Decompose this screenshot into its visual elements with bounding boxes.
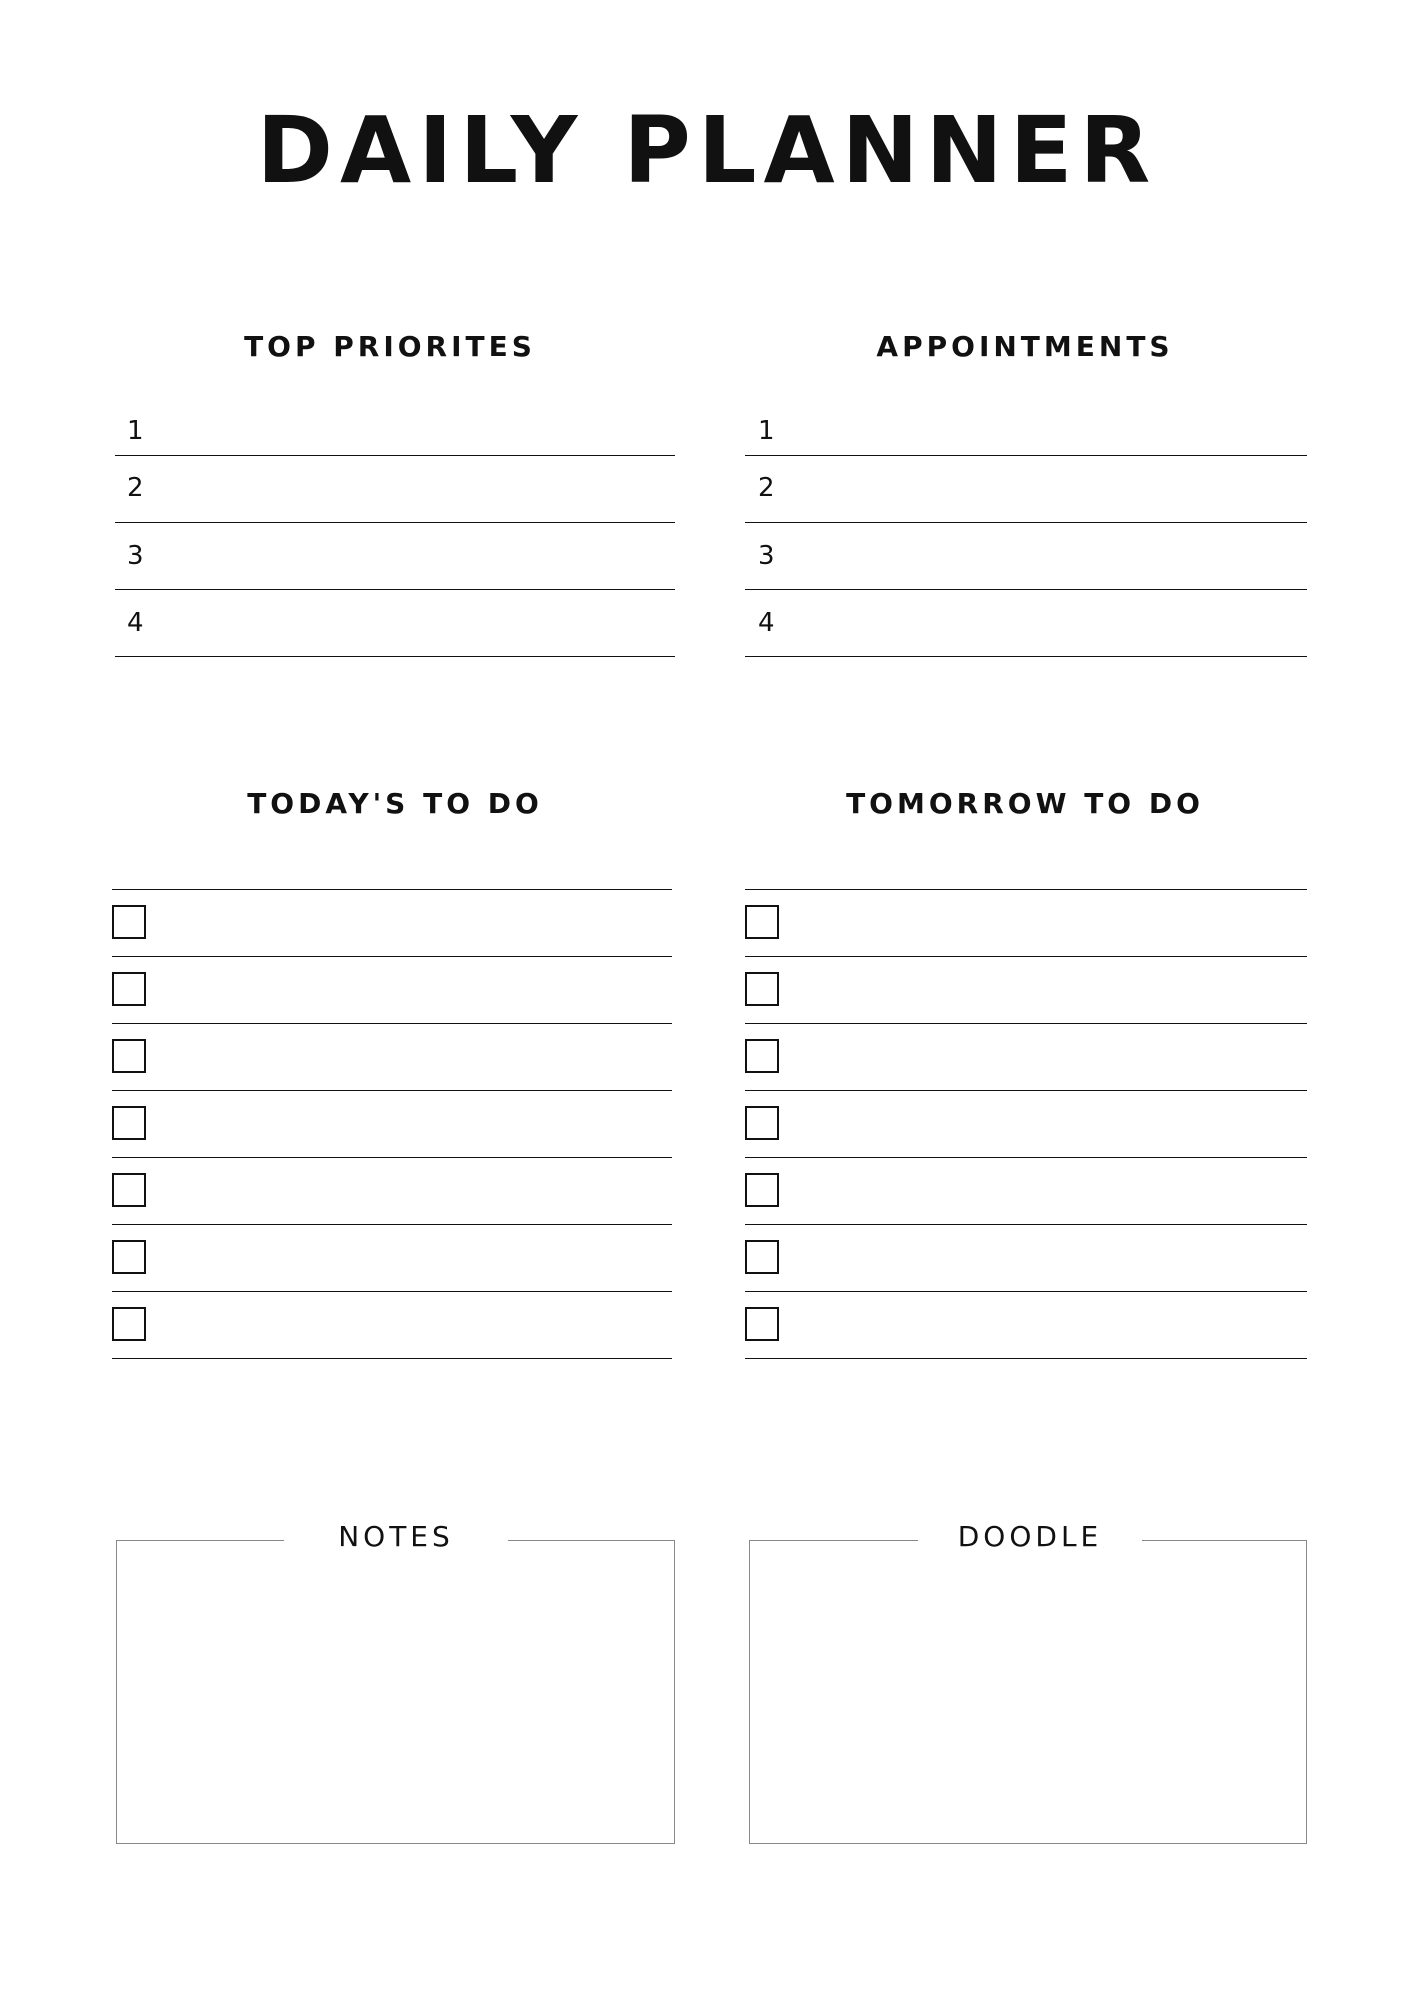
tomorrow-todo-line[interactable] [745,1023,1307,1024]
priority-number: 3 [127,541,144,571]
tomorrow-todo-checkbox[interactable] [745,972,779,1006]
top-priorities-heading: TOP PRIORITES [244,330,536,363]
today-todo-line[interactable] [112,1358,672,1359]
today-todo-line[interactable] [112,1224,672,1225]
priority-line-3[interactable] [115,589,675,590]
tomorrow-todo-checkbox[interactable] [745,1106,779,1140]
tomorrow-todo-checkbox[interactable] [745,1039,779,1073]
priority-line-2[interactable] [115,522,675,523]
tomorrow-todo-line[interactable] [745,1358,1307,1359]
tomorrow-todo-checkbox[interactable] [745,1307,779,1341]
appointment-line-1[interactable] [745,455,1307,456]
today-todo-line[interactable] [112,1090,672,1091]
tomorrow-todo-line[interactable] [745,1291,1307,1292]
tomorrow-todo-line[interactable] [745,956,1307,957]
tomorrow-todo-checkbox[interactable] [745,905,779,939]
notes-heading: NOTES [284,1523,508,1551]
doodle-heading: DOODLE [918,1523,1142,1551]
today-todo-line[interactable] [112,1157,672,1158]
tomorrow-todo-line[interactable] [745,1157,1307,1158]
today-todo-checkbox[interactable] [112,905,146,939]
priority-number: 1 [127,416,144,446]
tomorrow-todo-top-line [745,889,1307,890]
priority-line-1[interactable] [115,455,675,456]
today-todo-checkbox[interactable] [112,1106,146,1140]
page-title: DAILY PLANNER [256,97,1158,204]
appointment-number: 1 [758,416,775,446]
appointment-line-3[interactable] [745,589,1307,590]
tomorrow-todo-checkbox[interactable] [745,1173,779,1207]
today-todo-line[interactable] [112,1023,672,1024]
today-todo-checkbox[interactable] [112,1307,146,1341]
tomorrow-todo-line[interactable] [745,1224,1307,1225]
today-todo-heading: TODAY'S TO DO [247,787,543,820]
appointment-line-4[interactable] [745,656,1307,657]
appointment-number: 2 [758,473,775,503]
tomorrow-todo-line[interactable] [745,1090,1307,1091]
tomorrow-todo-checkbox[interactable] [745,1240,779,1274]
today-todo-checkbox[interactable] [112,1240,146,1274]
today-todo-checkbox[interactable] [112,1173,146,1207]
today-todo-checkbox[interactable] [112,972,146,1006]
today-todo-top-line [112,889,672,890]
priority-number: 2 [127,473,144,503]
priority-line-4[interactable] [115,656,675,657]
appointment-line-2[interactable] [745,522,1307,523]
today-todo-checkbox[interactable] [112,1039,146,1073]
today-todo-line[interactable] [112,956,672,957]
notes-box[interactable] [116,1540,675,1844]
priority-number: 4 [127,608,144,638]
appointment-number: 3 [758,541,775,571]
today-todo-line[interactable] [112,1291,672,1292]
doodle-box[interactable] [749,1540,1307,1844]
appointment-number: 4 [758,608,775,638]
appointments-heading: APPOINTMENTS [876,330,1174,363]
tomorrow-todo-heading: TOMORROW TO DO [846,787,1204,820]
